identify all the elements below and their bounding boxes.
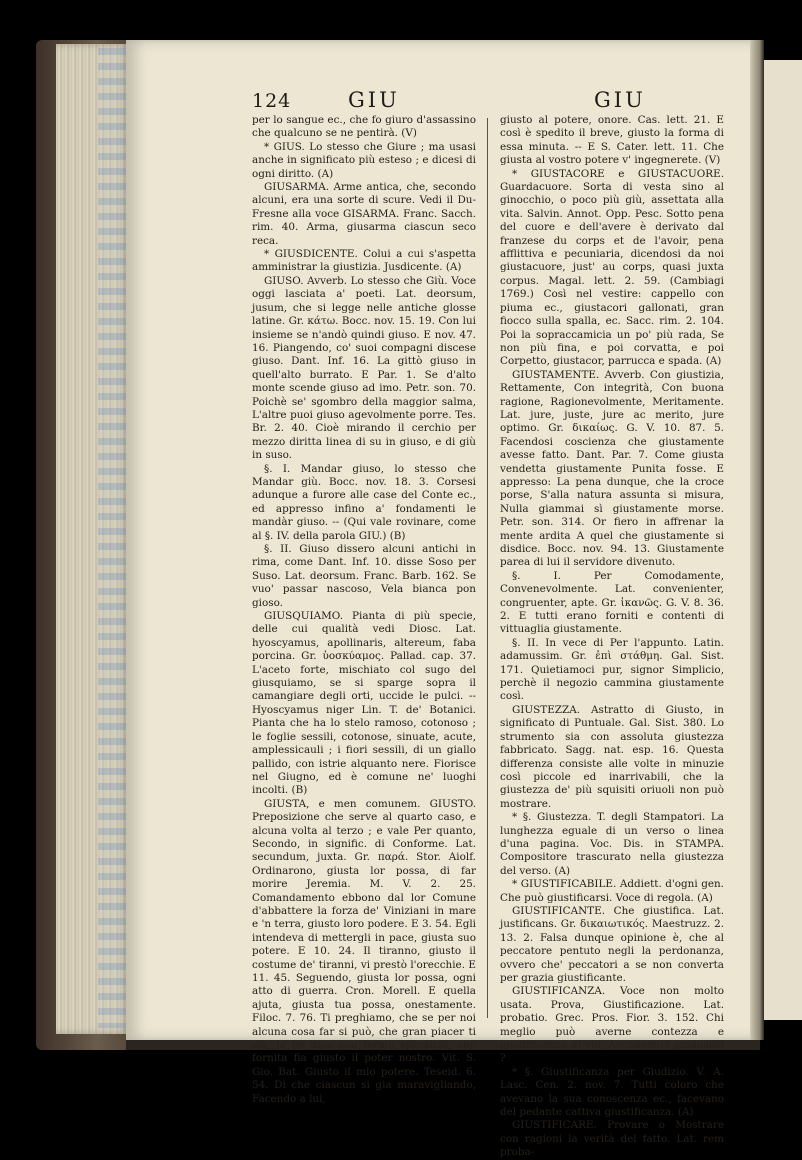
- entry-paragraph: GIUSARMA. Arme antica, che, secondo alcuni, era una sorte di scure. Vedi il Du-Fresne alla voce GISARMA. Franc. Sacch. rim. 40. Arma, giusarma ciascun seco reca.: [252, 181, 476, 247]
- entry-paragraph: §. II. In vece di Per l'appunto. Latin. adamussim. Gr. ἐπὶ στάθμη. Gal. Sist. 171. Quietiamoci pur, signor Simplicio, perchè il negozio cammina giustamente così.: [500, 636, 724, 703]
- entry-paragraph: GIUSTIFICANTE. Che giustifica. Lat. justificans. Gr. δικαιωτικός. Maestruzz. 2. 13. 2. Falsa dunque opinione è, che al peccatore pentuto negli la perdonanza, ovvero che' peccatori a se non converta per grazia giustificante.: [500, 904, 724, 984]
- entry-paragraph: §. I. Mandar giuso, lo stesso che Mandar giù. Bocc. nov. 18. 3. Corsesi adunque a furore alle case del Conte ec., ed appresso infino a' fondamenti le mandàr giuso. -- (Qui vale rovinare, come al §. IV. della parola GIU.) (B): [252, 462, 476, 542]
- entry-paragraph: GIUSTAMENTE. Avverb. Con giustizia, Rettamente, Con integrità, Con buona ragione, Ragionevolmente, Meritamente. Lat. jure, juste, jure ac merito, jure optimo. Gr. δικαίως. G. V. 10. 87. 5. Facendosi coscienza che giustamente avesse fatto. Dant. Par. 7. Come giusta vendetta giustamente Punita fosse. E appresso: La pena dunque, che la croce porse, S'alla natura assunta si misura, Nulla giammai sì giustamente morse. Petr. son. 314. Or fiero in affrenar la mente ardita A quel che giustamente si disdice. Bocc. nov. 94. 13. Giustamente parea di lui il servidore divenuto.: [500, 368, 724, 569]
- running-head-left: GIU: [348, 88, 400, 112]
- facing-page-edge: [764, 60, 802, 1020]
- page-edge-marbling: [98, 48, 126, 1028]
- entry-paragraph: §. I. Per Comodamente, Convenevolmente. Lat. convenienter, congruenter, apte. Gr. ἱκανῶς. G. V. 8. 36. 2. E tutti erano forniti e contenti di vittuaglia giustamente.: [500, 569, 724, 636]
- right-column: [500, 114, 724, 1159]
- entry-paragraph: * GIUSTACORE e GIUSTACUORE. Guardacuore. Sorta di vesta sino al ginocchio, o poco più giù, assettata alla vita. Salvin. Annot. Opp. Pesc. Sotto pena del cuore e dell'avere è derivato dal franzese du corps et de l'avoir, pena afflittiva e pecuniaria, dicendosi da noi giustacuore, just' au corps, quasi juxta corpus. Magal. lett. 2. 59. (Cambiagi 1769.) Così nel vestire: cappello con piuma ec., giustacori gallonati, gran fiocco sulla spalla, ec. Sacc. rim. 2. 104. Poi la sopraccamicia un po' più rada, Se non più fina, e poi corvatta, e poi Corpetto, giustacor, parrucca e spada. (A): [500, 167, 724, 368]
- entry-paragraph: per lo sangue ec., che fo giuro d'assassino che qualcuno se ne pentirà. (V): [252, 114, 476, 140]
- entry-paragraph: * GIUS. Lo stesso che Giure ; ma usasi anche in significato più esteso ; e dicesi di ogni diritto. (A): [252, 140, 476, 180]
- running-head-right: GIU: [594, 88, 646, 112]
- entry-paragraph: * GIUSTIFICABILE. Addiett. d'ogni gen. Che può giustificarsi. Voce di regola. (A): [500, 878, 724, 904]
- page-number: 124: [252, 90, 292, 112]
- entry-paragraph: GIUSTEZZA. Astratto di Giusto, in significato di Puntuale. Gal. Sist. 380. Lo strumento sia con assoluta giustezza fabbricato. Sagg. nat. esp. 16. Questa differenza consiste alle volte in minuzie così piccole ed inarrivabili, che la giustezza de' più squisiti oriuoli non può mostrare.: [500, 703, 724, 810]
- entry-paragraph: giusto al potere, onore. Cas. lett. 21. E così è spedito il breve, giusto la forma di essa minuta. -- E S. Cater. lett. 11. Che giusta al vostro potere v' ingegnerete. (V): [500, 114, 724, 167]
- book-gutter: [750, 40, 764, 1040]
- entry-paragraph: * GIUSDICENTE. Colui a cui s'aspetta amministrar la giustizia. Jusdicente. (A): [252, 248, 476, 274]
- left-column: [252, 114, 476, 1105]
- entry-paragraph: GIUSTIFICANZA. Voce non molto usata. Prova, Giustificazione. Lat. probatio. Grec. Pros. Fior. 3. 152. Chi meglio può averne contezza e giustificanza di voi, Accademici giudiciosi ?: [500, 985, 724, 1065]
- entry-paragraph: §. II. Giuso dissero alcuni antichi in rima, come Dant. Inf. 10. disse Soso per Suso. Lat. deorsum. Franc. Barb. 162. Se vuo' passar nascoso, Vela bianca pon gioso.: [252, 543, 476, 609]
- entry-paragraph: * §. Giustificanza per Giudizio. V. A. Lasc. Cen. 2. nov. 7. Tutti coloro che avevano la sua conoscenza ec., facevano del pedante cattiva giustificanza. (A): [500, 1065, 724, 1119]
- entry-paragraph: GIUSTA, e men comunem. GIUSTO. Preposizione che serve al quarto caso, e alcuna volta al terzo ; e vale Per quanto, Secondo, in signific. di Conforme. Lat. secundum, juxta. Gr. παρά. Stor. Aiolf. Ordinarono, giusta lor possa, di far morire Jeremia. M. V. 2. 25. Comandamento ebbono dal lor Comune d'abbattere la forza de' Viniziani in mare e 'n terra, giusto loro podere. E 3. 54. Egli intendeva di mettergli in pace, giusta suo potere. E 10. 24. Il tiranno, giusto il costume de' tiranni, vi prestò l'orecchie. E 11. 45. Seguendo, giusta lor possa, ogni atto di guerra. Cron. Morell. E quella ajuta, giusta tua possa, onestamente. Filoc. 7. 76. Ti preghiamo, che se per noi alcuna cosa far si può, che gran piacer ti sia, la ne dica con ferma speranza, che fornita fia giusto il poter nostro. Vit. S. Gio. Bat. Giusto il mio potere. Teseid. 6. 54. Di che ciascun si gia maravigliando, Facendo a lui,: [252, 797, 476, 1105]
- entry-paragraph: GIUSO. Avverb. Lo stesso che Giù. Voce oggi lasciata a' poeti. Lat. deorsum, jusum, che si legge nelle antiche glosse latine. Gr. κάτω. Bocc. nov. 15. 19. Con lui insieme se n'andò quindi giuso. E nov. 47. 16. Piangendo, co' suoi compagni discese giuso. Dant. Inf. 16. La gittò giuso in quell'alto burrato. E Par. 1. Se d'alto monte scende giuso ad imo. Petr. son. 70. Poichè se' sgombro della maggior salma, L'altre puoi giuso agevolmente porre. Tes. Br. 2. 40. Cioè mirando il cerchio per mezzo diritta linea di su in giuso, e di giù in suso.: [252, 274, 476, 462]
- column-divider: [487, 118, 488, 1018]
- entry-paragraph: * §. Giustezza. T. degli Stampatori. La lunghezza eguale di un verso o linea d'una pagina. Voc. Dis. in STAMPA. Compositore trascurato nella giustezza del verso. (A): [500, 811, 724, 877]
- entry-paragraph: GIUSTIFICARE. Provare o Mostrare con ragioni la verità del fatto. Lat. rem proba-: [500, 1119, 724, 1159]
- entry-paragraph: GIUSQUIAMO. Pianta di più specie, delle cui qualità vedi Diosc. Lat. hyoscyamus, apollinaris, altereum, faba porcina. Gr. ὑοσκύαμος. Pallad. cap. 37. L'aceto forte, mischiato col sugo del giusquiamo, se si sparge sopra il camangiare degli orti, uccide le pulci. -- Hyoscyamus niger Lin. T. de' Botanici. Pianta che ha lo stelo ramoso, cotonoso ; le foglie sessili, cotonose, sinuate, acute, amplessicauli ; i fiori sessili, di un giallo pallido, con istrie alquanto nere. Fiorisce nel Giugno, ed è comune ne' luoghi incolti. (B): [252, 610, 476, 797]
